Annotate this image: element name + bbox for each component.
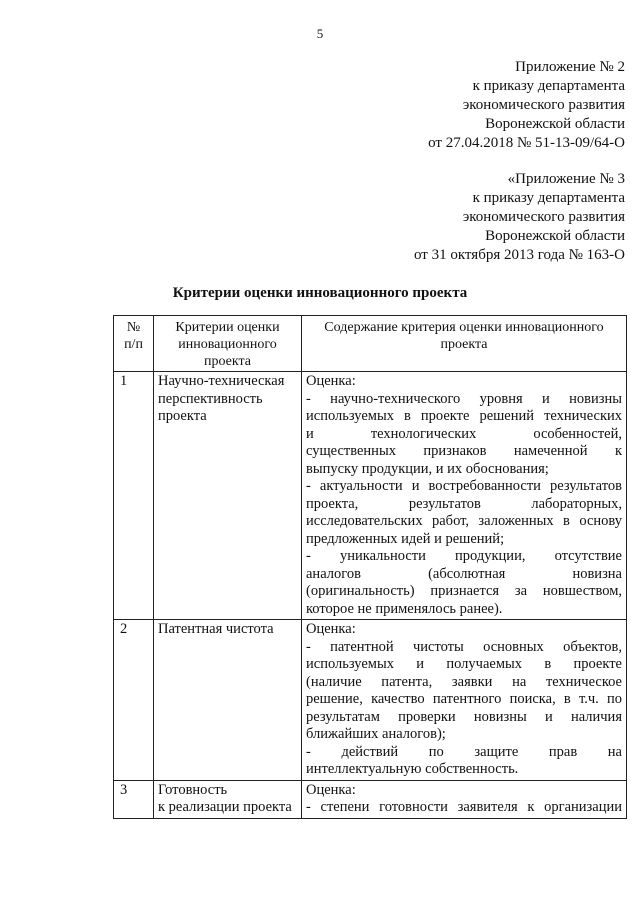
content-line: - уникальности продукции, отсутствие bbox=[306, 548, 622, 564]
content-line: - степени готовности заявителя к организации bbox=[306, 799, 622, 815]
appendix-line: от 31 октября 2013 года № 163-О bbox=[413, 247, 625, 263]
content-line: интеллектуальную собственность. bbox=[306, 761, 519, 777]
row-criteria bbox=[154, 372, 302, 620]
page-number: 5 bbox=[316, 26, 324, 41]
content-line: исследовательских работ, заложенных в основу bbox=[306, 513, 622, 529]
content-line: - действий по защите прав на bbox=[306, 743, 622, 760]
content-line: существенных признаков намеченной к bbox=[306, 443, 622, 459]
content-intro: Оценка: bbox=[306, 621, 356, 637]
document-title: Критерии оценки инновационного проекта bbox=[172, 285, 468, 301]
content-line: и технологических особенностей, bbox=[306, 425, 622, 442]
content-line: используемых и получаемых в проекте bbox=[306, 656, 622, 672]
header-text: Содержание критерия оценки инновационного bbox=[324, 320, 604, 335]
criteria-text: к реализации проекта bbox=[158, 799, 292, 815]
appendix-line: к приказу департамента bbox=[472, 190, 625, 206]
appendix-line: Приложение № 2 bbox=[515, 59, 625, 75]
content-line: результатам проверки новизны и наличия bbox=[306, 708, 622, 725]
content-line: которое не применялось ранее). bbox=[306, 600, 503, 617]
content-line: используемых в проекте решений технических bbox=[306, 408, 622, 424]
row-content bbox=[302, 372, 627, 620]
appendix-line: «Приложение № 3 bbox=[507, 171, 625, 187]
content-intro: Оценка: bbox=[306, 781, 356, 798]
header-num bbox=[114, 316, 154, 372]
row-number: 2 bbox=[114, 620, 154, 781]
content-line: ближайших аналогов); bbox=[306, 726, 446, 742]
header-text: инновационного bbox=[178, 337, 277, 352]
table-header-row bbox=[114, 316, 627, 372]
content-line: - патентной чистоты основных объектов, bbox=[306, 638, 622, 655]
content-line: (оригинальность) признается за новшеством, bbox=[306, 583, 622, 599]
appendix-line: от 27.04.2018 № 51-13-09/64-О bbox=[428, 135, 625, 151]
appendix-line: экономического развития bbox=[462, 209, 625, 225]
header-text: п/п bbox=[124, 337, 143, 352]
header-criteria bbox=[154, 316, 302, 372]
content-line: предложенных идей и решений; bbox=[306, 530, 505, 547]
row-criteria bbox=[154, 780, 302, 818]
row-content bbox=[302, 620, 627, 781]
criteria-text: перспективность bbox=[158, 390, 263, 407]
content-line: (наличие патента, заявки на техническое bbox=[306, 673, 622, 690]
table-row bbox=[114, 780, 627, 818]
criteria-text: Патентная чистота bbox=[158, 621, 274, 637]
row-criteria bbox=[154, 620, 302, 781]
criteria-text: Готовность bbox=[158, 781, 228, 798]
table-row bbox=[114, 620, 627, 781]
header-content bbox=[302, 316, 627, 372]
content-intro: Оценка: bbox=[306, 373, 356, 389]
appendix-3-header bbox=[414, 170, 625, 265]
content-line: - научно-технического уровня и новизны bbox=[306, 390, 622, 407]
header-text: проекта bbox=[440, 337, 488, 352]
content-line: решение, качество патентного поиска, в т.ч. по bbox=[306, 691, 622, 707]
appendix-2-header bbox=[428, 58, 625, 153]
content-line: проекта, результатов лабораторных, bbox=[306, 495, 622, 512]
header-text: № bbox=[126, 320, 141, 335]
row-number: 3 bbox=[114, 780, 154, 818]
appendix-line: Воронежской области bbox=[485, 116, 625, 132]
header-text: Критерии оценки bbox=[175, 320, 280, 335]
appendix-line: экономического развития bbox=[462, 97, 625, 113]
criteria-text: Научно-техническая bbox=[158, 373, 285, 389]
appendix-line: к приказу департамента bbox=[472, 78, 625, 94]
content-line: аналогов (абсолютная новизна bbox=[306, 565, 622, 582]
content-line: - актуальности и востребованности результатов bbox=[306, 478, 622, 494]
content-line: выпуску продукции, и их обоснования; bbox=[306, 460, 549, 477]
criteria-table bbox=[113, 315, 627, 819]
appendix-line: Воронежской области bbox=[485, 228, 625, 244]
table-row bbox=[114, 372, 627, 620]
row-content bbox=[302, 780, 627, 818]
criteria-text: проекта bbox=[158, 408, 207, 424]
header-text: проекта bbox=[204, 354, 251, 369]
row-number: 1 bbox=[114, 372, 154, 620]
